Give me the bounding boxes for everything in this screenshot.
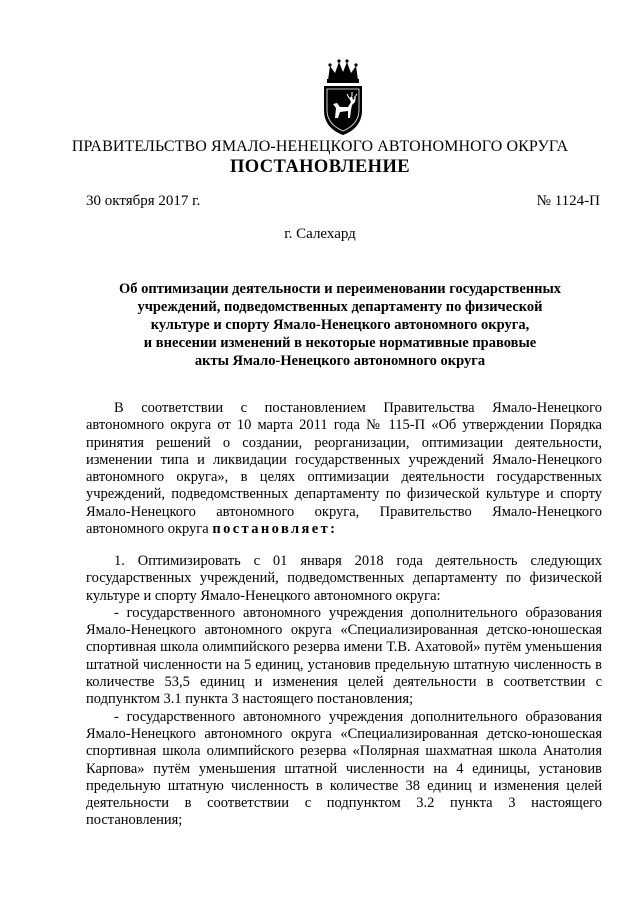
coat-of-arms-emblem — [318, 58, 368, 138]
resolves-keyword: постановляет: — [212, 521, 338, 538]
title-line: учреждений, подведомственных департаменту по физической — [137, 299, 543, 315]
title-line: акты Ямало-Ненецкого автономного округа — [194, 353, 486, 369]
title-line: и внесении изменений в некоторые нормативные правовые — [143, 335, 537, 351]
title-line: Об оптимизации деятельности и переименовании государственных — [118, 281, 562, 297]
government-name: ПРАВИТЕЛЬСТВО ЯМАЛО-НЕНЕЦКОГО АВТОНОМНОГО ОКРУГА — [71, 138, 569, 155]
document-number: № 1124-П — [536, 193, 600, 209]
preamble — [86, 400, 602, 538]
document-title — [90, 280, 590, 370]
preamble-text: В соответствии с постановлением Правительства Ямало-Ненецкого автономного округа от 10 марта 2011 года № 115-П «Об утверждении Порядка принятия решений о создании, реорганизации, оптимизации деятельности, изменении типа и ликвидации государственных учреждений Ямало-Ненецкого автономного округа», в целях оптимизации деятельности государственных учреждений, подведомственных департаменту по физической культуре и спорту Ямало-Ненецкого автономного округа, Правительство Ямало-Ненецкого автономного округа — [86, 400, 602, 538]
document-city: г. Салехард — [284, 226, 356, 242]
resolution-items — [86, 553, 602, 830]
item-paragraph: - государственного автономного учреждения дополнительного образования Ямало-Ненецкого автономного округа «Специализированная детско-юношеская спортивная школа олимпийского резерва «Полярная шахматная школа Анатолия Карпова» путём уменьшения штатной численности на 4 единицы, установив предельную штатную численность в количестве 38 единиц и изменения целей деятельности в соответствии с подпунктом 3.2 пункта 3 настоящего постановления; — [86, 708, 602, 829]
document-date: 30 октября 2017 г. — [86, 193, 201, 209]
item-paragraph: 1. Оптимизировать с 01 января 2018 года деятельность следующих государственных учреждений, подведомственных департаменту по физической культуре и спорту Ямало-Ненецкого автономного округа: — [86, 553, 602, 604]
title-line: культуре и спорту Ямало-Ненецкого автономного округа, — [150, 317, 530, 333]
item-paragraph: - государственного автономного учреждения дополнительного образования Ямало-Ненецкого автономного округа «Специализированная детско-юношеская спортивная школа олимпийского резерва имени Т.В. Ахатовой» путём уменьшения штатной численности на 5 единиц, установив предельную штатную численность в количестве 53,5 единиц и изменения целей деятельности в соответствии с подпунктом 3.1 пункта 3 настоящего постановления; — [86, 604, 602, 708]
preamble-paragraph — [86, 400, 602, 538]
document-type: ПОСТАНОВЛЕНИЕ — [229, 157, 410, 177]
